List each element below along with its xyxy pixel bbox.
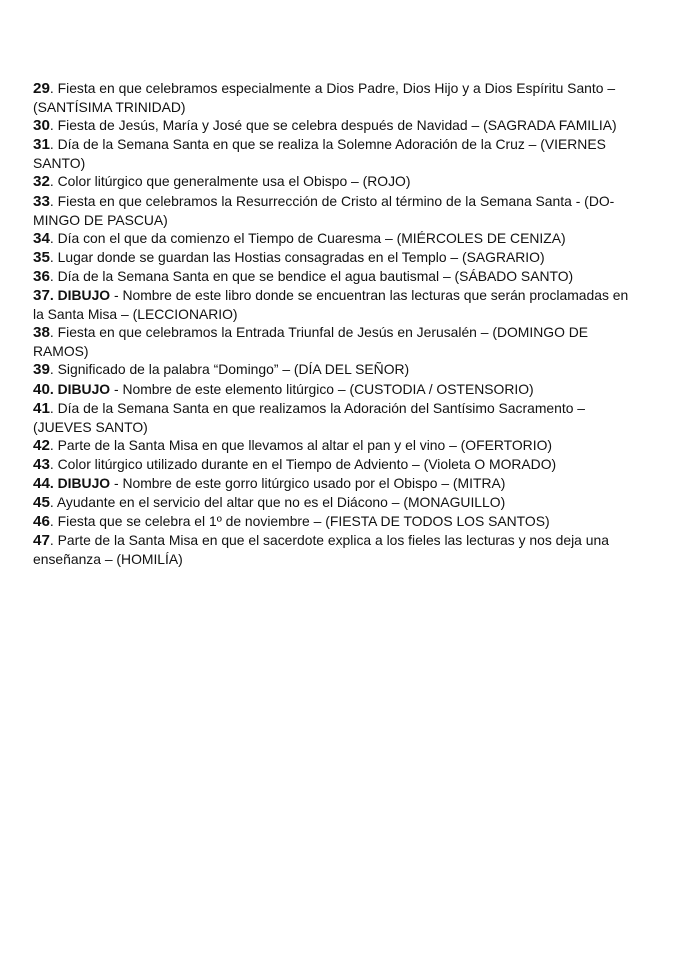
list-item — [33, 380, 633, 399]
item-number: 33 — [33, 192, 50, 210]
list-item — [33, 493, 633, 512]
list-item — [33, 172, 633, 191]
list-item — [33, 399, 633, 436]
item-number: 39 — [33, 361, 50, 379]
item-number: 44 — [33, 474, 50, 492]
list-item — [33, 267, 633, 286]
list-item — [33, 512, 633, 531]
list-item — [33, 79, 633, 116]
list-item — [33, 531, 633, 568]
item-number: 43 — [33, 455, 50, 473]
document-page — [33, 79, 633, 568]
list-item — [33, 116, 633, 135]
item-tag: . DIBUJO — [49, 380, 111, 397]
item-number: 30 — [33, 117, 50, 135]
item-number: 38 — [33, 324, 50, 342]
item-text: . Fiesta que se celebra el 1º de noviembre – (FIESTA DE TODOS LOS SANTOS) — [49, 513, 550, 530]
item-number: 37 — [33, 287, 50, 305]
list-item — [33, 286, 633, 323]
item-text: - Nombre de este libro donde se encuentran las lecturas que serán proclamadas en la Santa Misa – (LECCIONARIO) — [33, 287, 629, 323]
item-text: . Color litúrgico utilizado durante en el Tiempo de Adviento – (Violeta O MORADO) — [49, 455, 557, 472]
item-text: . Día de la Semana Santa en que realizamos la Adoración del Santísimo Sacramento – (JUEVES SANTO) — [33, 399, 586, 435]
item-number: 36 — [33, 267, 50, 285]
item-tag: . DIBUJO — [49, 287, 111, 304]
item-text: . Color litúrgico que generalmente usa el Obispo – (ROJO) — [49, 173, 411, 190]
list-item — [33, 135, 633, 172]
list-item — [33, 323, 633, 360]
item-text: . Día de la Semana Santa en que se bendice el agua bautismal – (SÁBADO SANTO) — [49, 267, 574, 284]
item-text: . Fiesta en que celebramos especialmente a Dios Padre, Dios Hijo y a Dios Espíritu Santo – (SANTÍSIMA TRINIDAD) — [33, 80, 616, 116]
item-number: 32 — [33, 173, 50, 191]
item-text: . Fiesta en que celebramos la Resurrección de Cristo al término de la Semana Santa - (DO-MINGO DE PASCUA) — [33, 192, 615, 228]
item-number: 42 — [33, 436, 50, 454]
item-number: 31 — [33, 136, 50, 154]
item-text: . Día de la Semana Santa en que se realiza la Solemne Adoración de la Cruz – (VIERNES SANTO) — [33, 136, 606, 172]
item-number: 40 — [33, 380, 50, 398]
list-item — [33, 248, 633, 267]
item-text: . Fiesta de Jesús, María y José que se celebra después de Navidad – (SAGRADA FAMILIA) — [49, 117, 617, 134]
list-item — [33, 455, 633, 474]
item-text: . Fiesta en que celebramos la Entrada Triunfal de Jesús en Jerusalén – (DOMINGO DE RAMOS) — [33, 324, 589, 360]
item-number: 45 — [33, 494, 50, 512]
item-tag: . DIBUJO — [49, 474, 111, 491]
list-item — [33, 192, 633, 229]
item-text: - Nombre de este gorro litúrgico usado por el Obispo – (MITRA) — [110, 474, 506, 491]
item-number: 41 — [33, 399, 50, 417]
item-number: 29 — [33, 80, 50, 97]
item-text: . Parte de la Santa Misa en que llevamos al altar el pan y el vino – (OFERTORIO) — [49, 436, 553, 453]
item-text: - Nombre de este elemento litúrgico – (CUSTODIA / OSTENSORIO) — [110, 380, 534, 397]
item-number: 34 — [33, 229, 50, 247]
item-number: 46 — [33, 513, 50, 531]
list-item — [33, 436, 633, 455]
list-item — [33, 229, 633, 248]
item-text: . Parte de la Santa Misa en que el sacerdote explica a los fieles las lecturas y nos deja una enseñanza – (HOMILÍA) — [33, 532, 609, 568]
item-text: . Lugar donde se guardan las Hostias consagradas en el Templo – (SAGRARIO) — [49, 248, 545, 265]
item-text: . Día con el que da comienzo el Tiempo de Cuaresma – (MIÉRCOLES DE CENIZA) — [49, 229, 566, 246]
item-text: . Significado de la palabra “Domingo” – (DÍA DEL SEÑOR) — [49, 361, 410, 378]
list-item — [33, 474, 633, 493]
list-item — [33, 360, 633, 379]
item-number: 47 — [33, 532, 50, 550]
item-text: . Ayudante en el servicio del altar que no es el Diácono – (MONAGUILLO) — [49, 494, 506, 511]
item-number: 35 — [33, 248, 50, 266]
